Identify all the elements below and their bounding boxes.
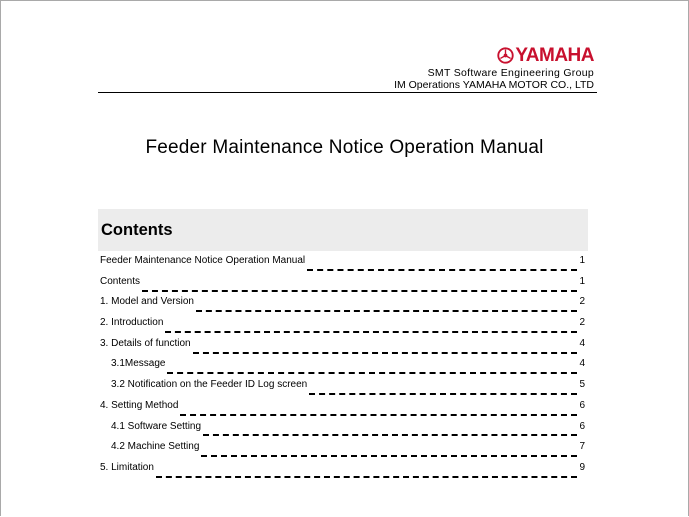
toc-entry-page: 6: [579, 399, 585, 411]
toc-entry-label: 5. Limitation: [100, 461, 154, 473]
toc-entry[interactable]: [100, 421, 585, 442]
document-header: [394, 44, 594, 91]
contents-band: [98, 209, 588, 251]
toc-leader-dots: [309, 386, 577, 395]
toc-entry-page: 1: [579, 275, 585, 287]
contents-heading: Contents: [101, 221, 173, 239]
table-of-contents: [100, 255, 585, 483]
toc-leader-dots: [165, 324, 577, 333]
toc-leader-dots: [156, 469, 578, 478]
toc-entry-page: 1: [579, 255, 585, 266]
toc-entry[interactable]: [100, 255, 585, 276]
toc-entry[interactable]: [100, 379, 585, 400]
toc-entry[interactable]: [100, 441, 585, 462]
toc-entry-page: 5: [579, 379, 585, 391]
toc-entry-page: 4: [579, 358, 585, 370]
org-line-1: SMT Software Engineering Group: [427, 67, 594, 79]
toc-entry[interactable]: [100, 462, 585, 483]
toc-entry-label: Contents: [100, 275, 141, 287]
toc-entry[interactable]: [100, 276, 585, 297]
yamaha-tuning-forks-icon: [497, 47, 514, 64]
toc-leader-dots: [203, 427, 577, 436]
toc-entry-label: 1. Model and Version: [100, 296, 194, 308]
header-rule: [98, 92, 597, 93]
toc-leader-dots: [193, 345, 578, 354]
org-line-2: IM Operations YAMAHA MOTOR CO., LTD: [394, 79, 594, 91]
toc-entry-label: 4.1 Software Setting: [111, 420, 202, 432]
toc-entry-page: 4: [579, 337, 585, 349]
toc-entry-label: 4. Setting Method: [100, 399, 179, 411]
toc-entry-page: 2: [579, 317, 585, 329]
toc-entry-page: 2: [579, 296, 585, 308]
toc-entry[interactable]: [100, 317, 585, 338]
toc-leader-dots: [142, 283, 577, 292]
toc-entry-label: 3.1Message: [111, 358, 166, 370]
logo-text: YAMAHA: [515, 44, 594, 66]
document-title: Feeder Maintenance Notice Operation Manual: [145, 137, 544, 158]
toc-leader-dots: [180, 407, 577, 416]
toc-leader-dots: [167, 365, 577, 374]
toc-entry-label: 2. Introduction: [100, 317, 164, 329]
yamaha-logo: [394, 44, 594, 66]
toc-entry[interactable]: [100, 400, 585, 421]
toc-entry-label: 4.2 Machine Setting: [111, 441, 200, 453]
toc-entry-label: 3. Details of function: [100, 337, 191, 349]
toc-leader-dots: [196, 303, 577, 312]
toc-entry-page: 7: [579, 441, 585, 453]
toc-entry[interactable]: [100, 338, 585, 359]
toc-entry-page: 6: [579, 420, 585, 432]
toc-leader-dots: [201, 448, 577, 457]
toc-entry-label: 3.2 Notification on the Feeder ID Log screen: [111, 379, 308, 391]
toc-leader-dots: [307, 262, 577, 271]
toc-entry[interactable]: [100, 358, 585, 379]
toc-entry-page: 9: [579, 461, 585, 473]
toc-entry-label: Feeder Maintenance Notice Operation Manual: [100, 255, 306, 266]
toc-entry[interactable]: [100, 296, 585, 317]
